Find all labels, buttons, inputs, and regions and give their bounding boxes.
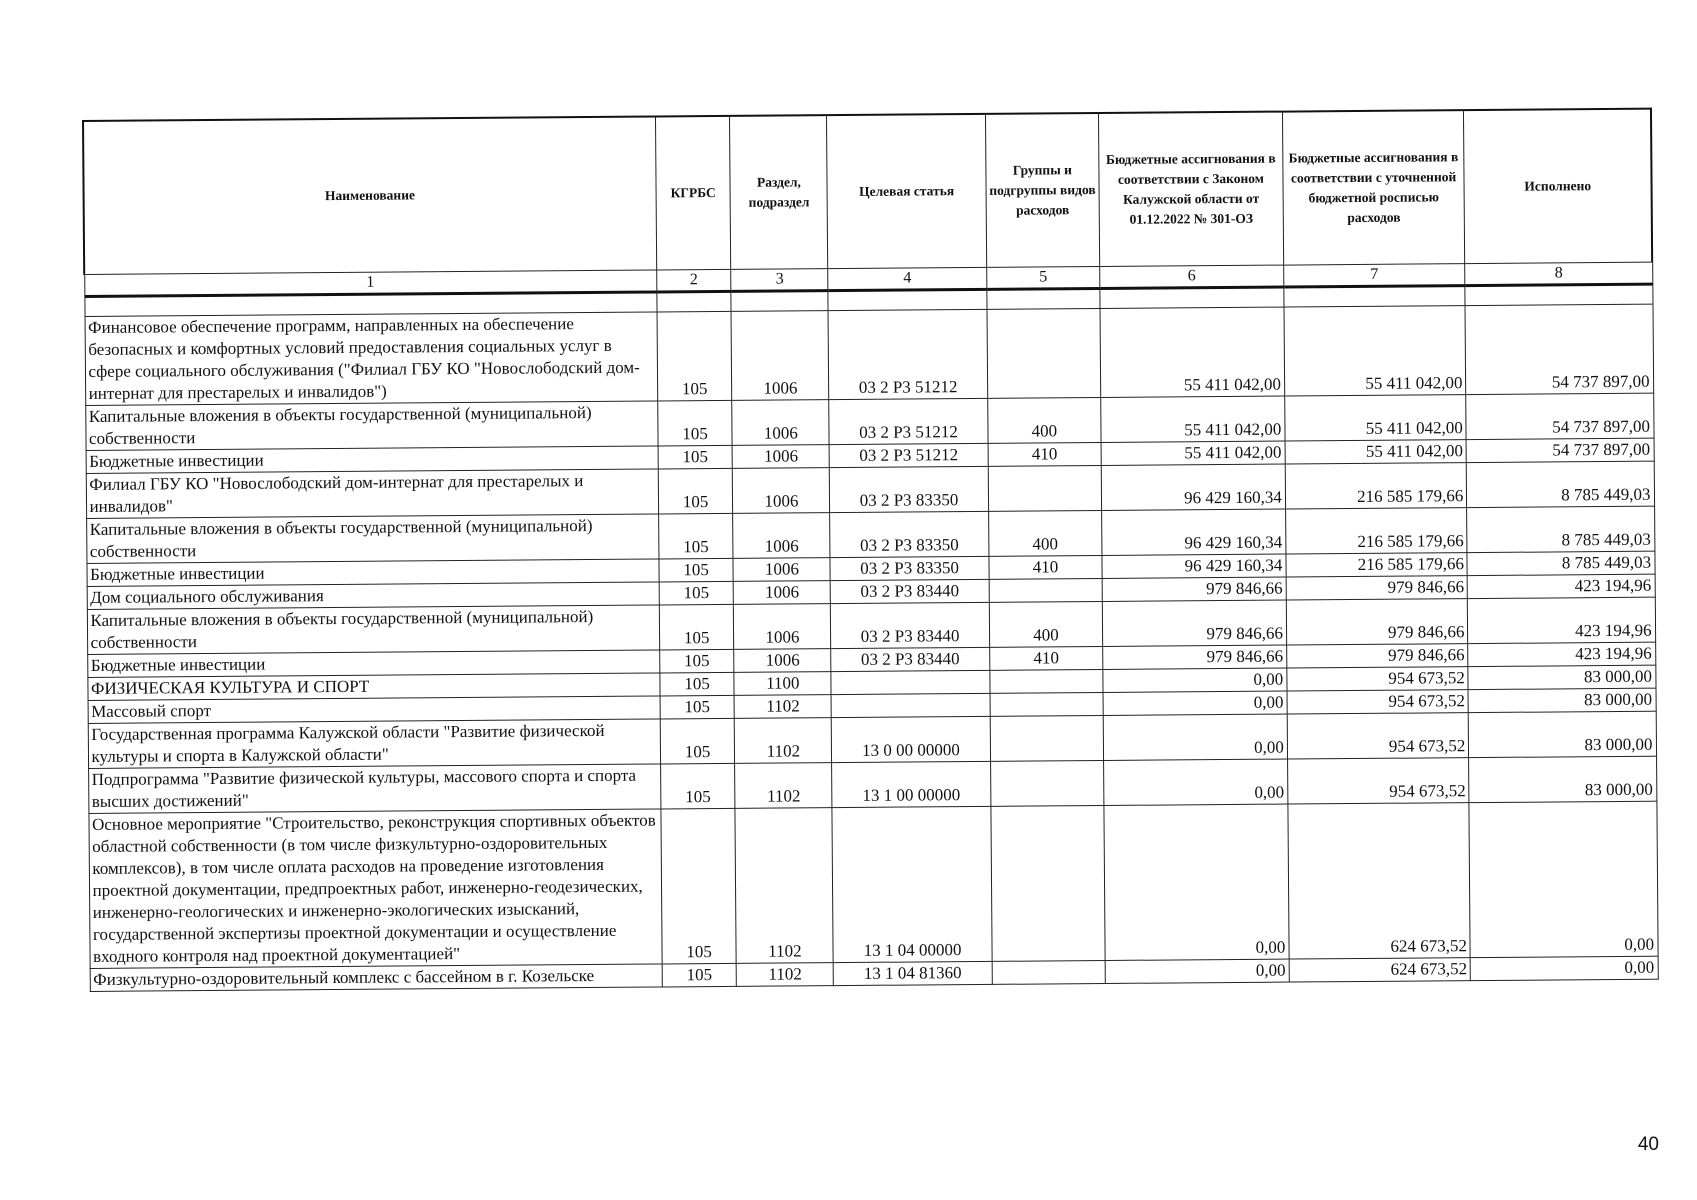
row-law-amount: 979 846,66 (1103, 645, 1287, 669)
row-group (987, 309, 1101, 399)
row-name: Капитальные вложения в объекты государственной (муниципальной) собственности (85, 401, 658, 450)
row-name: Основное мероприятие "Строительство, реконструкция спортивных объектов областной собственности (в том числе физкультурно-оздоровительных комплексов), в том числе оплата расходов на проведение изготовления проектной документации, предпроектных работ, инженерно-геодезических, инженерно-геологических и инженерно-экологических изысканий, государственной экспертизы проектной документации и осуществление входного контроля над проектной документацией" (88, 809, 661, 968)
table-body (85, 304, 1658, 991)
header-executed: Исполнено (1464, 109, 1652, 264)
row-kgrbs: 105 (661, 808, 737, 964)
row-section: 1006 (733, 513, 830, 559)
row-law-amount: 0,00 (1104, 759, 1288, 805)
row-law-amount: 0,00 (1103, 714, 1287, 760)
row-name: Дом социального обслуживания (87, 582, 659, 609)
row-kgrbs: 105 (662, 963, 737, 987)
row-group (990, 715, 1104, 761)
header-section: Раздел, подраздел (730, 115, 828, 269)
row-executed-amount: 0,00 (1469, 801, 1657, 957)
row-name: Капитальные вложения в объекты государственной (муниципальной) собственности (86, 514, 659, 563)
header-kgrbs: КГРБС (655, 116, 731, 270)
row-refined-amount: 979 846,66 (1286, 644, 1468, 668)
row-target (831, 670, 990, 694)
row-name: ФИЗИЧЕСКАЯ КУЛЬТУРА И СПОРТ (87, 673, 659, 700)
row-refined-amount: 979 846,66 (1286, 576, 1468, 600)
row-kgrbs: 105 (660, 763, 735, 809)
row-target: 13 0 00 00000 (832, 716, 991, 762)
row-executed-amount: 54 737 897,00 (1465, 304, 1653, 394)
row-target: 03 2 P3 83350 (830, 511, 989, 557)
row-target: 03 2 P3 83350 (830, 466, 989, 512)
row-name: Бюджетные инвестиции (86, 559, 658, 586)
row-group (990, 669, 1104, 693)
row-group: 410 (989, 646, 1103, 670)
column-number: 6 (1100, 265, 1284, 288)
row-group: 400 (988, 511, 1102, 557)
row-target: 03 2 P3 51212 (829, 398, 988, 444)
row-law-amount: 55 411 042,00 (1101, 396, 1285, 442)
header-groups: Группы и подгруппы видов расходов (985, 113, 1100, 267)
row-name: Физкультурно-оздоровительный комплекс с бассейном в г. Козельске (90, 964, 662, 991)
row-law-amount: 55 411 042,00 (1101, 441, 1285, 465)
row-refined-amount: 55 411 042,00 (1284, 306, 1466, 396)
row-target: 13 1 04 00000 (832, 806, 992, 962)
row-section: 1102 (735, 808, 833, 964)
row-executed-amount: 8 785 449,03 (1467, 551, 1654, 575)
row-executed-amount: 54 737 897,00 (1466, 438, 1653, 462)
row-name: Бюджетные инвестиции (86, 446, 658, 473)
row-target: 03 2 P3 83440 (831, 647, 990, 671)
row-target: 13 1 00 00000 (832, 761, 991, 807)
row-kgrbs: 105 (659, 649, 734, 673)
row-executed-amount: 8 785 449,03 (1467, 506, 1654, 552)
row-law-amount: 979 846,66 (1102, 577, 1286, 601)
row-law-amount: 979 846,66 (1102, 600, 1286, 646)
row-executed-amount: 423 194,96 (1467, 574, 1654, 598)
row-kgrbs: 105 (659, 604, 734, 650)
row-kgrbs: 105 (657, 311, 733, 401)
row-name: Массовый спорт (88, 696, 660, 723)
row-group (989, 579, 1103, 603)
row-target (831, 693, 990, 717)
row-refined-amount: 954 673,52 (1287, 758, 1469, 804)
report-sheet (82, 108, 1659, 992)
row-name: Капитальные вложения в объекты государственной (муниципальной) собственности (87, 605, 660, 654)
row-name: Филиал ГБУ КО "Новослободский дом-интернат для престарелых и инвалидов" (86, 469, 659, 518)
row-executed-amount: 83 000,00 (1468, 688, 1655, 712)
row-kgrbs: 105 (658, 445, 733, 469)
row-executed-amount: 423 194,96 (1468, 597, 1655, 643)
row-refined-amount: 55 411 042,00 (1285, 395, 1467, 441)
row-refined-amount: 624 673,52 (1289, 958, 1471, 982)
header-row (83, 109, 1652, 275)
row-refined-amount: 216 585 179,66 (1285, 508, 1467, 554)
column-number: 4 (828, 267, 987, 290)
page-number: 40 (1637, 1134, 1659, 1155)
row-refined-amount: 954 673,52 (1287, 667, 1469, 691)
column-number: 2 (656, 269, 731, 292)
header-law: Бюджетные ассигнования в соответствии с Законом Калужской области от 01.12.2022 № 301-ОЗ (1099, 112, 1284, 267)
row-target: 13 1 04 81360 (833, 961, 992, 985)
column-number: 8 (1465, 262, 1652, 285)
row-group (992, 960, 1106, 984)
row-refined-amount: 979 846,66 (1286, 599, 1468, 645)
column-number: 1 (84, 270, 656, 296)
row-executed-amount: 83 000,00 (1469, 711, 1656, 757)
row-group: 410 (988, 443, 1102, 467)
row-target: 03 2 P3 83350 (830, 556, 989, 580)
row-target: 03 2 P3 83440 (830, 579, 989, 603)
row-executed-amount: 0,00 (1470, 956, 1657, 980)
row-name: Финансовое обеспечение программ, направленных на обеспечение безопасных и комфортных условий предоставления социальных услуг в сфере социального обслуживания ("Филиал ГБУ КО "Новослободский дом-интернат для престарелых и инвалидов") (85, 312, 658, 405)
row-law-amount: 0,00 (1103, 668, 1287, 692)
row-section: 1102 (735, 718, 832, 764)
row-refined-amount: 624 673,52 (1288, 803, 1471, 959)
row-name: Государственная программа Калужской области "Развитие физической культуры и спорта в Калужской области" (88, 719, 661, 768)
row-group: 410 (989, 556, 1103, 580)
row-group (990, 760, 1104, 806)
row-section: 1006 (732, 400, 829, 446)
row-target: 03 2 P3 51212 (829, 443, 988, 467)
row-section: 1006 (732, 311, 830, 401)
row-section: 1006 (733, 558, 830, 582)
row-law-amount: 96 429 160,34 (1101, 464, 1285, 510)
header-refined: Бюджетные ассигнования в соответствии с уточненной бюджетной росписью расходов (1282, 110, 1465, 265)
row-kgrbs: 105 (658, 513, 733, 559)
row-section: 1100 (734, 672, 831, 696)
row-section: 1102 (737, 963, 834, 987)
row-section: 1102 (735, 763, 832, 809)
table-row (88, 801, 1657, 968)
row-group (991, 805, 1106, 961)
row-kgrbs: 105 (659, 581, 734, 605)
row-law-amount: 0,00 (1103, 691, 1287, 715)
row-section: 1102 (735, 695, 832, 719)
row-section: 1006 (733, 445, 830, 469)
row-group: 400 (989, 602, 1103, 648)
row-executed-amount: 423 194,96 (1468, 642, 1655, 666)
table-row (85, 304, 1654, 405)
row-refined-amount: 954 673,52 (1287, 713, 1469, 759)
row-group (988, 466, 1102, 512)
row-kgrbs: 105 (660, 672, 735, 696)
header-target: Целевая статья (827, 114, 987, 269)
row-executed-amount: 83 000,00 (1468, 665, 1655, 689)
row-target: 03 2 P3 51212 (828, 309, 987, 399)
row-section: 1006 (733, 468, 830, 514)
column-number: 3 (731, 269, 828, 292)
row-refined-amount: 954 673,52 (1287, 690, 1469, 714)
header-name: Наименование (83, 116, 656, 274)
row-executed-amount: 83 000,00 (1469, 756, 1656, 802)
row-law-amount: 55 411 042,00 (1100, 307, 1284, 397)
row-refined-amount: 216 585 179,66 (1286, 553, 1468, 577)
row-kgrbs: 105 (658, 468, 733, 514)
row-section: 1006 (734, 581, 831, 605)
budget-table (82, 108, 1659, 992)
row-target: 03 2 P3 83440 (831, 602, 990, 648)
row-executed-amount: 54 737 897,00 (1466, 393, 1653, 439)
row-name: Бюджетные инвестиции (87, 650, 659, 677)
row-executed-amount: 8 785 449,03 (1467, 461, 1654, 507)
row-law-amount: 0,00 (1104, 804, 1289, 960)
row-kgrbs: 105 (659, 558, 734, 582)
row-law-amount: 96 429 160,34 (1102, 509, 1286, 555)
row-refined-amount: 216 585 179,66 (1285, 463, 1467, 509)
row-kgrbs: 105 (660, 718, 735, 764)
row-law-amount: 96 429 160,34 (1102, 554, 1286, 578)
row-name: Подпрограмма "Развитие физической культуры, массового спорта и спорта высших достижений" (88, 764, 661, 813)
row-kgrbs: 105 (657, 400, 732, 446)
row-law-amount: 0,00 (1105, 959, 1289, 983)
column-number: 7 (1284, 264, 1466, 287)
row-section: 1006 (734, 649, 831, 673)
column-number: 5 (986, 267, 1099, 290)
row-group (990, 692, 1104, 716)
row-refined-amount: 55 411 042,00 (1285, 440, 1467, 464)
row-section: 1006 (734, 604, 831, 650)
row-group: 400 (987, 398, 1101, 444)
row-kgrbs: 105 (660, 695, 735, 719)
